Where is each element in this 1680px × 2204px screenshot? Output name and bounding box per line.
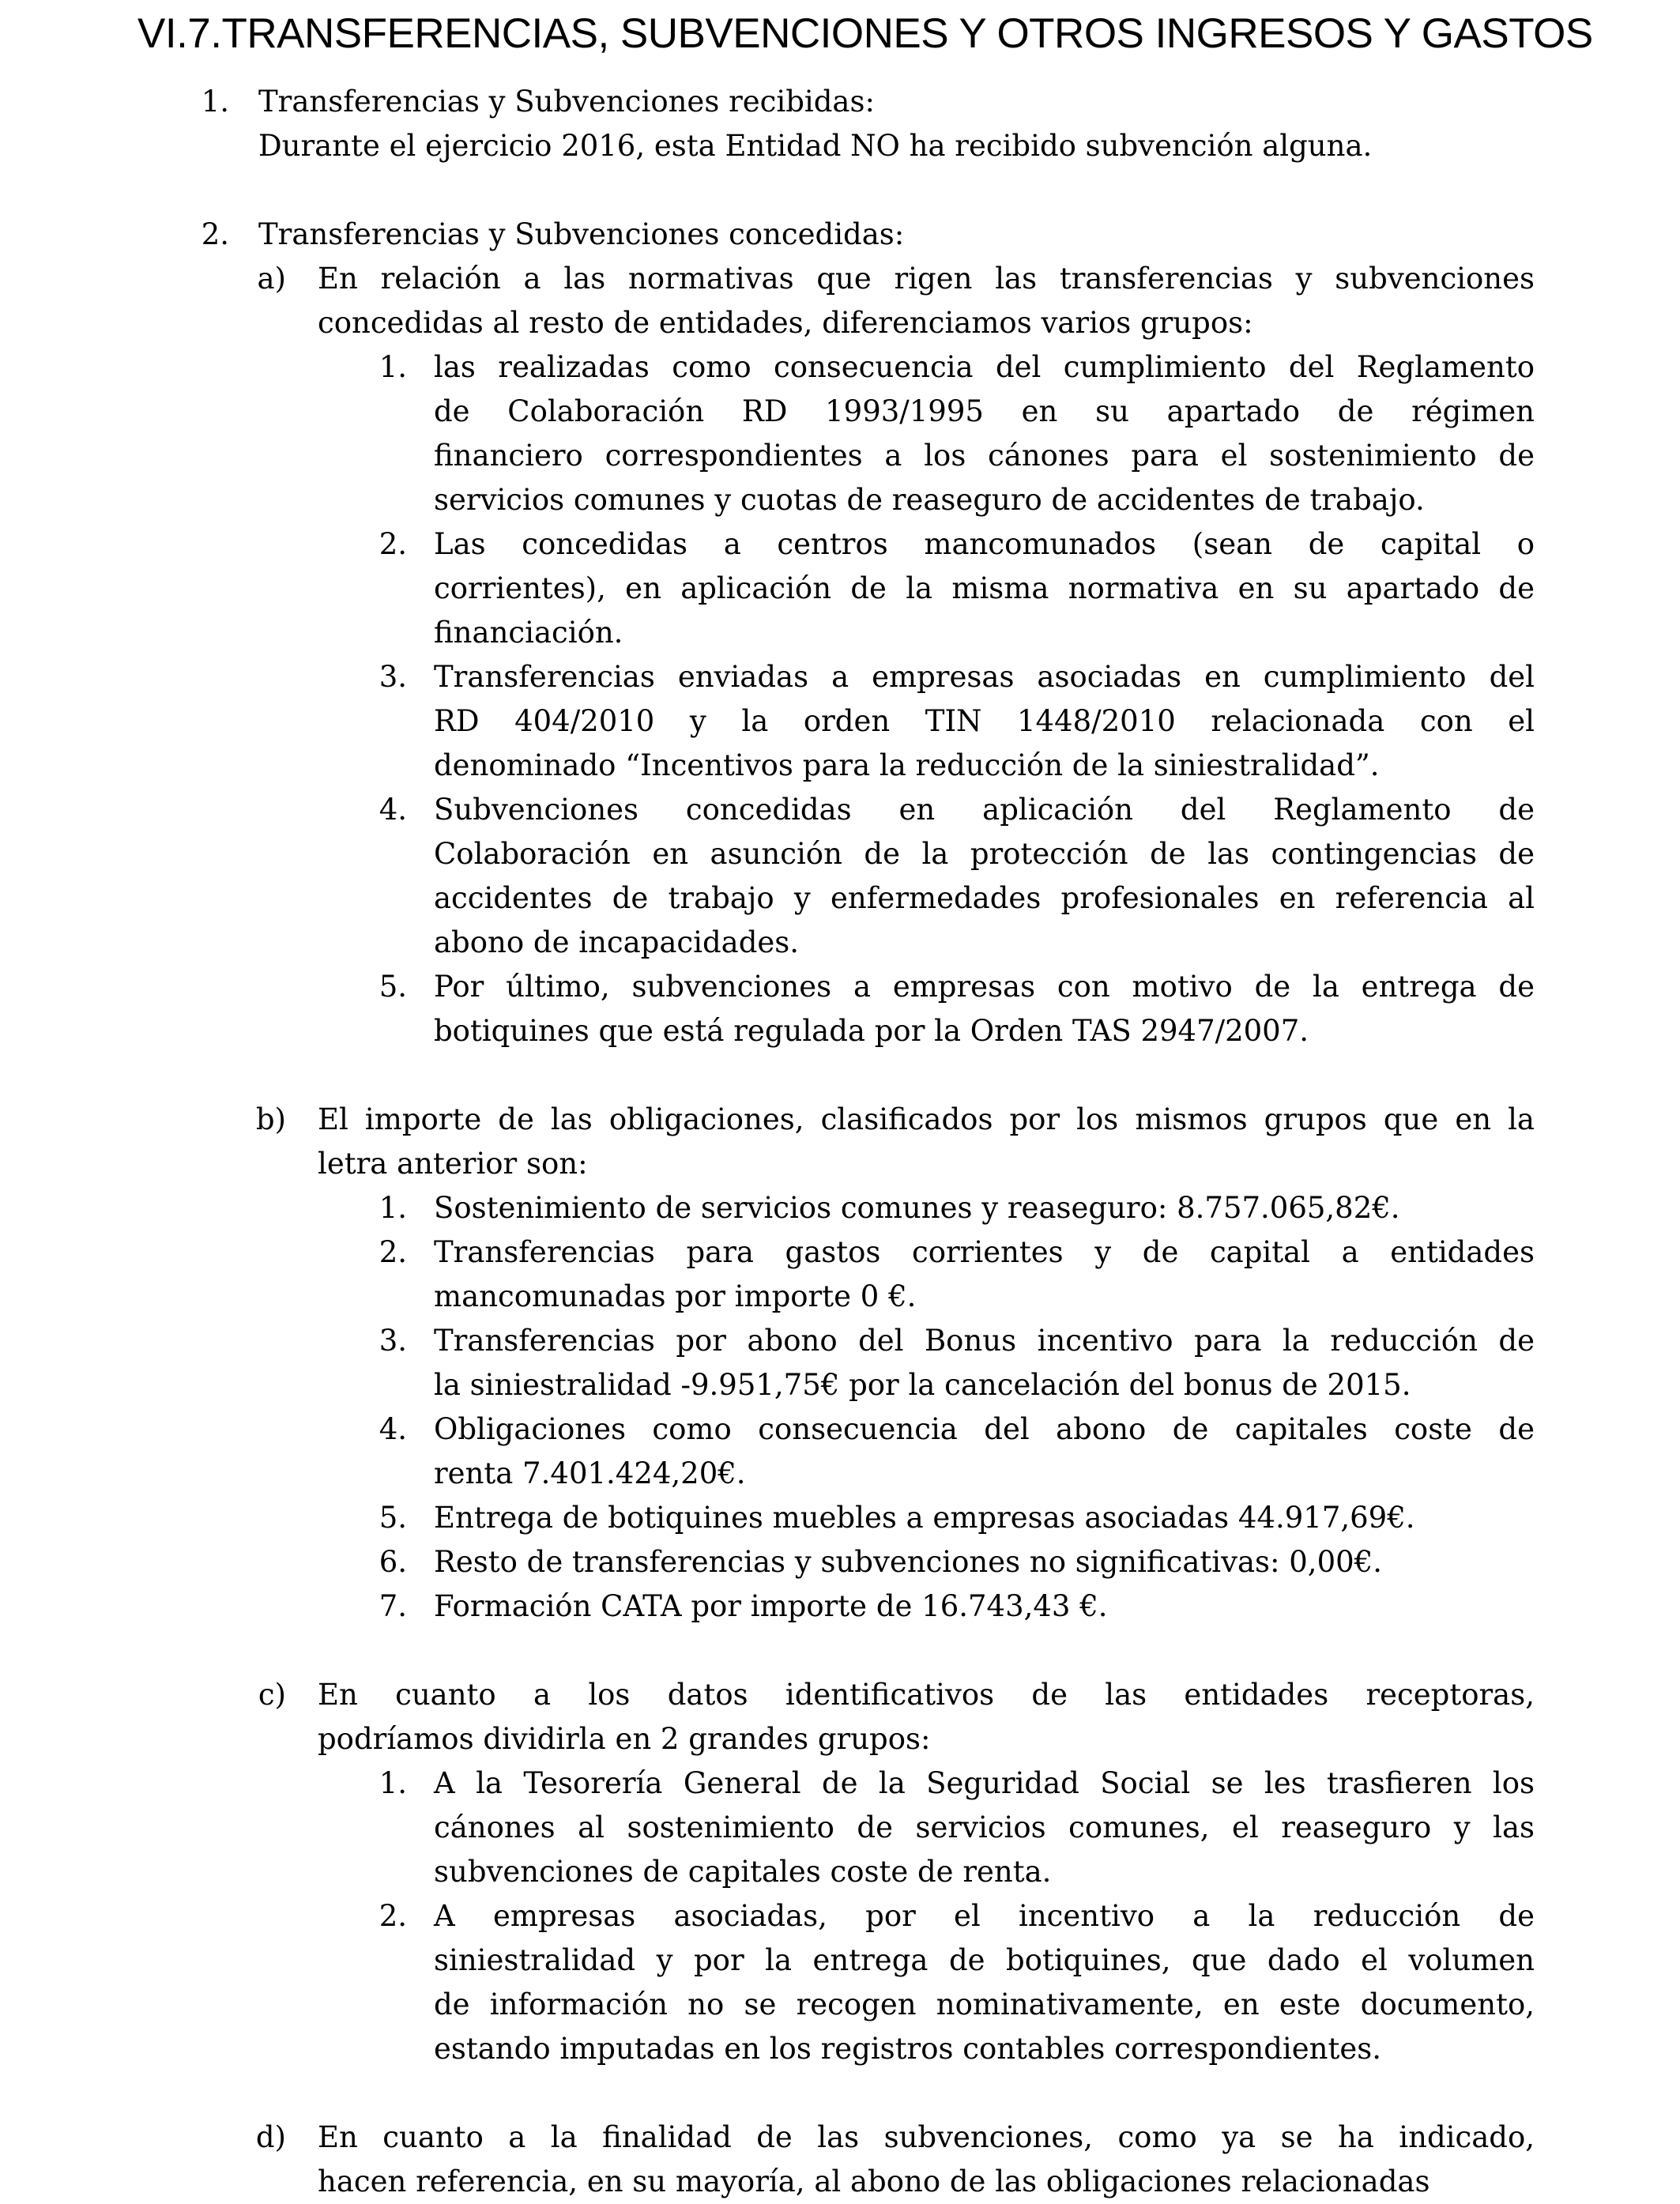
list-item-line: de Colaboración RD 1993/1995 en su apartado de régimen	[434, 394, 1535, 428]
list-item-line: Las concedidas a centros mancomunados (sean de capital o	[434, 527, 1535, 561]
list-item-line: Colaboración en asunción de la protección de las contingencias de	[434, 837, 1535, 871]
list-item-number: 2.	[379, 527, 407, 561]
section-number: 1.	[201, 85, 229, 119]
subsection-letter: a)	[257, 262, 286, 296]
list-item-line: Entrega de botiquines muebles a empresas asociadas 44.917,69€.	[434, 1501, 1415, 1535]
subsection-letter: b)	[255, 1102, 286, 1136]
list-item-line: Sostenimiento de servicios comunes y reaseguro: 8.757.065,82€.	[434, 1191, 1400, 1225]
section-heading: Transferencias y Subvenciones concedidas:	[258, 217, 905, 251]
list-item-number: 6.	[379, 1545, 407, 1579]
list-item-line: Resto de transferencias y subvenciones no significativas: 0,00€.	[434, 1545, 1382, 1579]
list-item-line: Obligaciones como consecuencia del abono de capitales coste de	[434, 1412, 1535, 1446]
section-number: 2.	[201, 217, 229, 251]
list-item-number: 2.	[379, 1899, 407, 1933]
list-item-number: 5.	[379, 1501, 407, 1535]
list-item-line: Formación CATA por importe de 16.743,43 €.	[434, 1589, 1108, 1623]
list-item-number: 2.	[379, 1235, 407, 1269]
list-item-number: 5.	[379, 970, 407, 1004]
subsection-line: letra anterior son:	[318, 1147, 588, 1181]
list-item-number: 3.	[379, 660, 407, 694]
list-item-line: de información no se recogen nominativamente, en este documento,	[434, 1987, 1535, 2021]
list-item-line: A empresas asociadas, por el incentivo a la reducción de	[434, 1899, 1535, 1933]
list-item-line: mancomunadas por importe 0 €.	[434, 1279, 917, 1313]
list-item-line: estando imputadas en los registros contables correspondientes.	[434, 2032, 1381, 2066]
list-item-line: servicios comunes y cuotas de reaseguro de accidentes de trabajo.	[434, 483, 1425, 517]
list-item-number: 7.	[379, 1589, 407, 1623]
section-text: Durante el ejercicio 2016, esta Entidad NO ha recibido subvención alguna.	[258, 129, 1373, 163]
subsection-line: hacen referencia, en su mayoría, al abono de las obligaciones relacionadas	[318, 2164, 1430, 2198]
subsection-letter: c)	[258, 1678, 286, 1712]
list-item-number: 4.	[379, 793, 407, 827]
list-item-line: Por último, subvenciones a empresas con motivo de la entrega de	[434, 970, 1535, 1004]
subsection-line: podríamos dividirla en 2 grandes grupos:	[318, 1722, 931, 1756]
subsection-line: En cuanto a los datos identificativos de las entidades receptoras,	[318, 1678, 1535, 1712]
list-item-line: financiero correspondientes a los cánones para el sostenimiento de	[434, 439, 1535, 473]
list-item-line: abono de incapacidades.	[434, 925, 800, 959]
list-item-line: botiquines que está regulada por la Orden TAS 2947/2007.	[434, 1014, 1309, 1048]
section-title: VI.7.TRANSFERENCIAS, SUBVENCIONES Y OTROS INGRESOS Y GASTOS	[137, 10, 1593, 57]
list-item-number: 1.	[379, 1766, 407, 1800]
list-item-line: subvenciones de capitales coste de renta.	[434, 1855, 1052, 1889]
list-item-line: la siniestralidad -9.951,75€ por la cancelación del bonus de 2015.	[434, 1368, 1411, 1402]
list-item-line: A la Tesorería General de la Seguridad Social se les trasfieren los	[434, 1766, 1535, 1800]
list-item-line: Subvenciones concedidas en aplicación del Reglamento de	[434, 793, 1535, 827]
list-item-number: 1.	[379, 350, 407, 384]
list-item-line: RD 404/2010 y la orden TIN 1448/2010 relacionada con el	[434, 704, 1535, 738]
list-item-line: siniestralidad y por la entrega de botiquines, que dado el volumen	[434, 1943, 1535, 1977]
list-item-line: denominado “Incentivos para la reducción de la siniestralidad”.	[434, 748, 1380, 782]
subsection-line: En cuanto a la finalidad de las subvenciones, como ya se ha indicado,	[318, 2120, 1535, 2154]
list-item-line: Transferencias por abono del Bonus incentivo para la reducción de	[434, 1324, 1535, 1358]
subsection-line: En relación a las normativas que rigen las transferencias y subvenciones	[318, 262, 1535, 296]
list-item-line: cánones al sostenimiento de servicios comunes, el reaseguro y las	[434, 1810, 1535, 1844]
list-item-line: financiación.	[434, 616, 623, 650]
list-item-number: 4.	[379, 1412, 407, 1446]
list-item-line: renta 7.401.424,20€.	[434, 1456, 746, 1490]
list-item-number: 3.	[379, 1324, 407, 1358]
subsection-line: concedidas al resto de entidades, diferenciamos varios grupos:	[318, 306, 1253, 340]
section-heading: Transferencias y Subvenciones recibidas:	[258, 85, 875, 119]
list-item-number: 1.	[379, 1191, 407, 1225]
list-item-line: accidentes de trabajo y enfermedades profesionales en referencia al	[434, 881, 1535, 915]
list-item-line: Transferencias para gastos corrientes y de capital a entidades	[434, 1235, 1535, 1269]
list-item-line: corrientes), en aplicación de la misma normativa en su apartado de	[434, 571, 1535, 605]
list-item-line: las realizadas como consecuencia del cumplimiento del Reglamento	[434, 350, 1535, 384]
subsection-line: El importe de las obligaciones, clasificados por los mismos grupos que en la	[318, 1102, 1535, 1136]
subsection-letter: d)	[255, 2120, 286, 2154]
list-item-line: Transferencias enviadas a empresas asociadas en cumplimiento del	[434, 660, 1535, 694]
